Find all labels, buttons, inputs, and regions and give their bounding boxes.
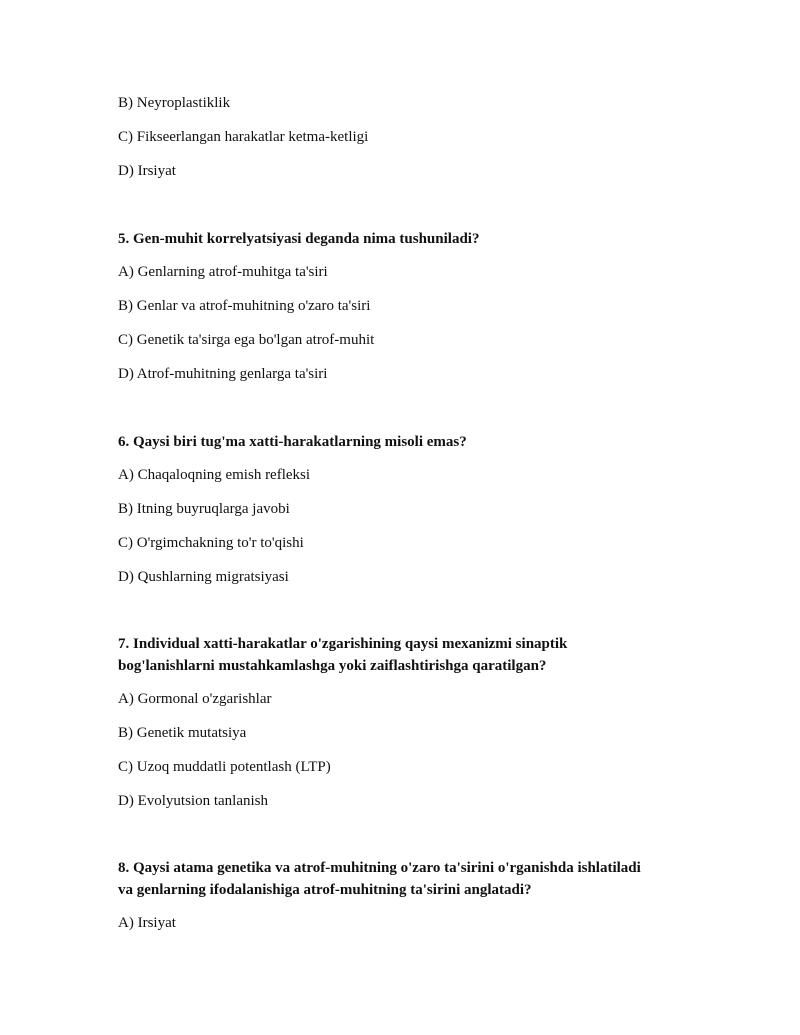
- answer-option: C) Fikseerlangan harakatlar ketma-ketligi: [118, 129, 369, 145]
- answer-option: A) Genlarning atrof-muhitga ta'siri: [118, 264, 328, 280]
- answer-option: D) Atrof-muhitning genlarga ta'siri: [118, 366, 328, 382]
- answer-option: A) Gormonal o'zgarishlar: [118, 691, 272, 707]
- question-heading: 5. Gen-muhit korrelyatsiyasi deganda nima tushuniladi?: [118, 231, 480, 247]
- answer-option: D) Evolyutsion tanlanish: [118, 793, 268, 809]
- answer-option: B) Neyroplastiklik: [118, 95, 231, 111]
- question-heading: 6. Qaysi biri tug'ma xatti-harakatlarning misoli emas?: [118, 434, 467, 450]
- answer-option: A) Chaqaloqning emish refleksi: [118, 467, 311, 483]
- question-heading-continued: va genlarning ifodalanishiga atrof-muhitning ta'sirini anglatadi?: [118, 882, 532, 898]
- answer-option: C) O'rgimchakning to'r to'qishi: [118, 535, 304, 551]
- answer-option: C) Genetik ta'sirga ega bo'lgan atrof-muhit: [118, 332, 375, 348]
- answer-option: A) Irsiyat: [118, 915, 176, 931]
- question-heading: 7. Individual xatti-harakatlar o'zgarishining qaysi mexanizmi sinaptik: [118, 636, 568, 652]
- answer-option: D) Irsiyat: [118, 163, 176, 179]
- answer-option: B) Genlar va atrof-muhitning o'zaro ta'siri: [118, 298, 371, 314]
- answer-option: D) Qushlarning migratsiyasi: [118, 569, 289, 585]
- answer-option: B) Genetik mutatsiya: [118, 725, 247, 741]
- answer-option: B) Itning buyruqlarga javobi: [118, 501, 290, 517]
- answer-option: C) Uzoq muddatli potentlash (LTP): [118, 759, 331, 775]
- question-heading-continued: bog'lanishlarni mustahkamlashga yoki zaiflashtirishga qaratilgan?: [118, 658, 547, 674]
- question-heading: 8. Qaysi atama genetika va atrof-muhitning o'zaro ta'sirini o'rganishda ishlatiladi: [118, 860, 641, 876]
